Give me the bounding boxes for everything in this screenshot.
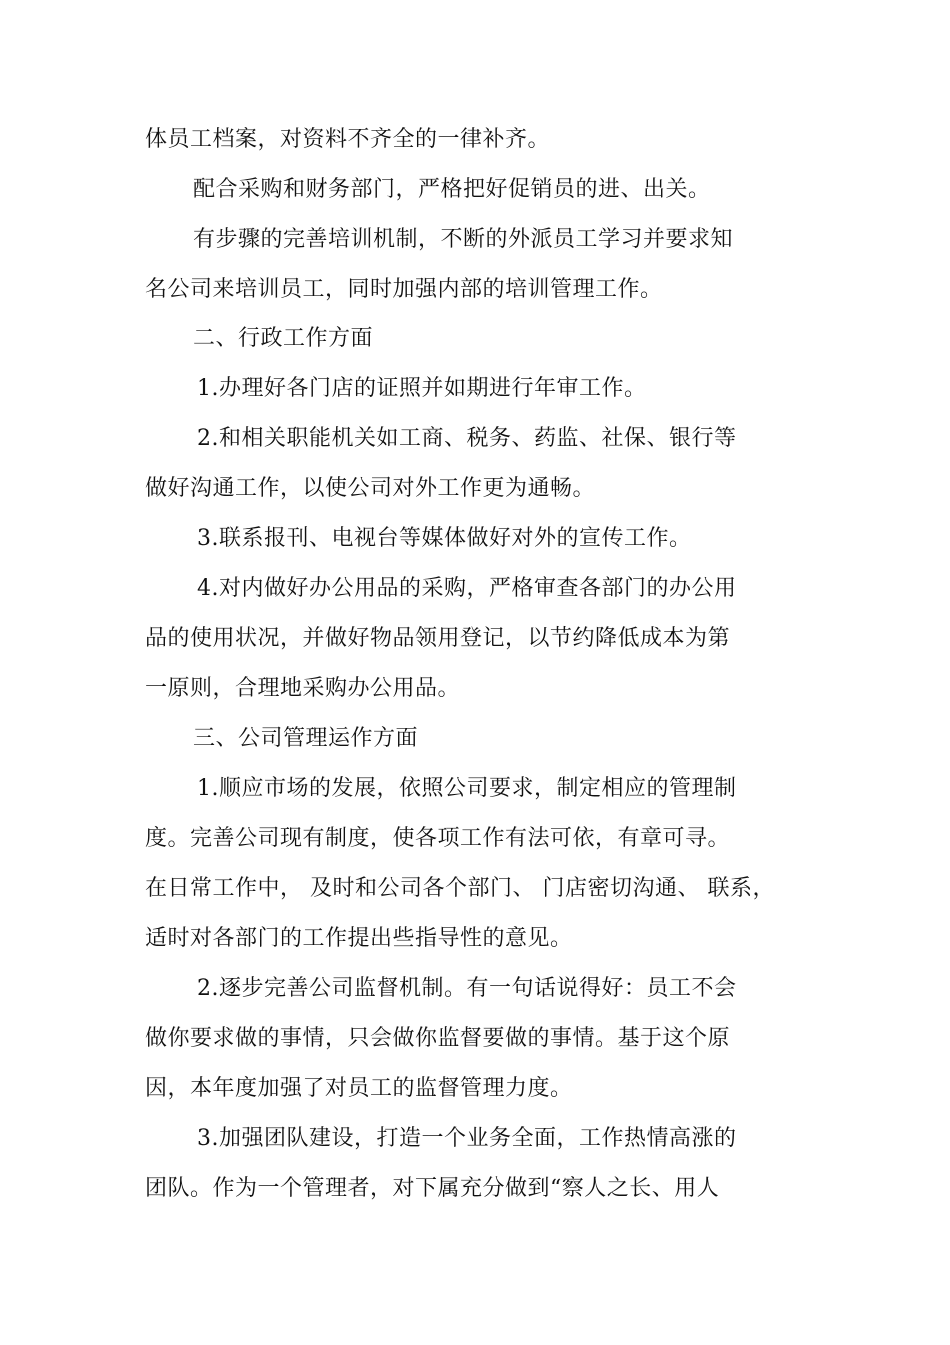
text-line: 适时对各部门的工作提出些指导性的意见。 <box>145 926 573 951</box>
text-line: 名公司来培训员工，同时加强内部的培训管理工作。 <box>145 277 663 302</box>
text-line: 2.逐步完善公司监督机制。有一句话说得好：员工不会 <box>197 976 737 1001</box>
text-line: 体员工档案，对资料不齐全的一律补齐。 <box>145 127 551 152</box>
text-line: 做好沟通工作，以使公司对外工作更为通畅。 <box>145 476 596 501</box>
text-line: 度。完善公司现有制度，使各项工作有法可依，有章可寻。 <box>145 826 731 851</box>
text-line: 2.和相关职能机关如工商、税务、药监、社保、银行等 <box>197 426 737 451</box>
section-heading: 二、行政工作方面 <box>193 326 374 351</box>
text-line: 配合采购和财务部门，严格把好促销员的进、出关。 <box>193 177 711 202</box>
text-line: 因，本年度加强了对员工的监督管理力度。 <box>145 1076 573 1101</box>
text-line: 1.顺应市场的发展，依照公司要求，制定相应的管理制 <box>197 776 737 801</box>
text-line: 3.联系报刊、电视台等媒体做好对外的宣传工作。 <box>197 526 692 551</box>
text-line: 品的使用状况，并做好物品领用登记，以节约降低成本为第 <box>145 626 731 651</box>
text-line: 3.加强团队建设，打造一个业务全面，工作热情高涨的 <box>197 1126 737 1151</box>
text-line: 团队。作为一个管理者，对下属充分做到“察人之长、用人 <box>145 1176 720 1201</box>
text-line: 1.办理好各门店的证照并如期进行年审工作。 <box>197 376 647 401</box>
text-line: 做你要求做的事情，只会做你监督要做的事情。基于这个原 <box>145 1026 731 1051</box>
section-heading: 三、公司管理运作方面 <box>193 726 419 751</box>
text-line: 4.对内做好办公用品的采购，严格审查各部门的办公用 <box>197 576 737 601</box>
text-line: 一原则，合理地采购办公用品。 <box>145 676 461 701</box>
text-line: 在日常工作中， 及时和公司各个部门、 门店密切沟通、 联系， <box>145 876 775 901</box>
text-line: 有步骤的完善培训机制，不断的外派员工学习并要求知 <box>193 227 734 252</box>
